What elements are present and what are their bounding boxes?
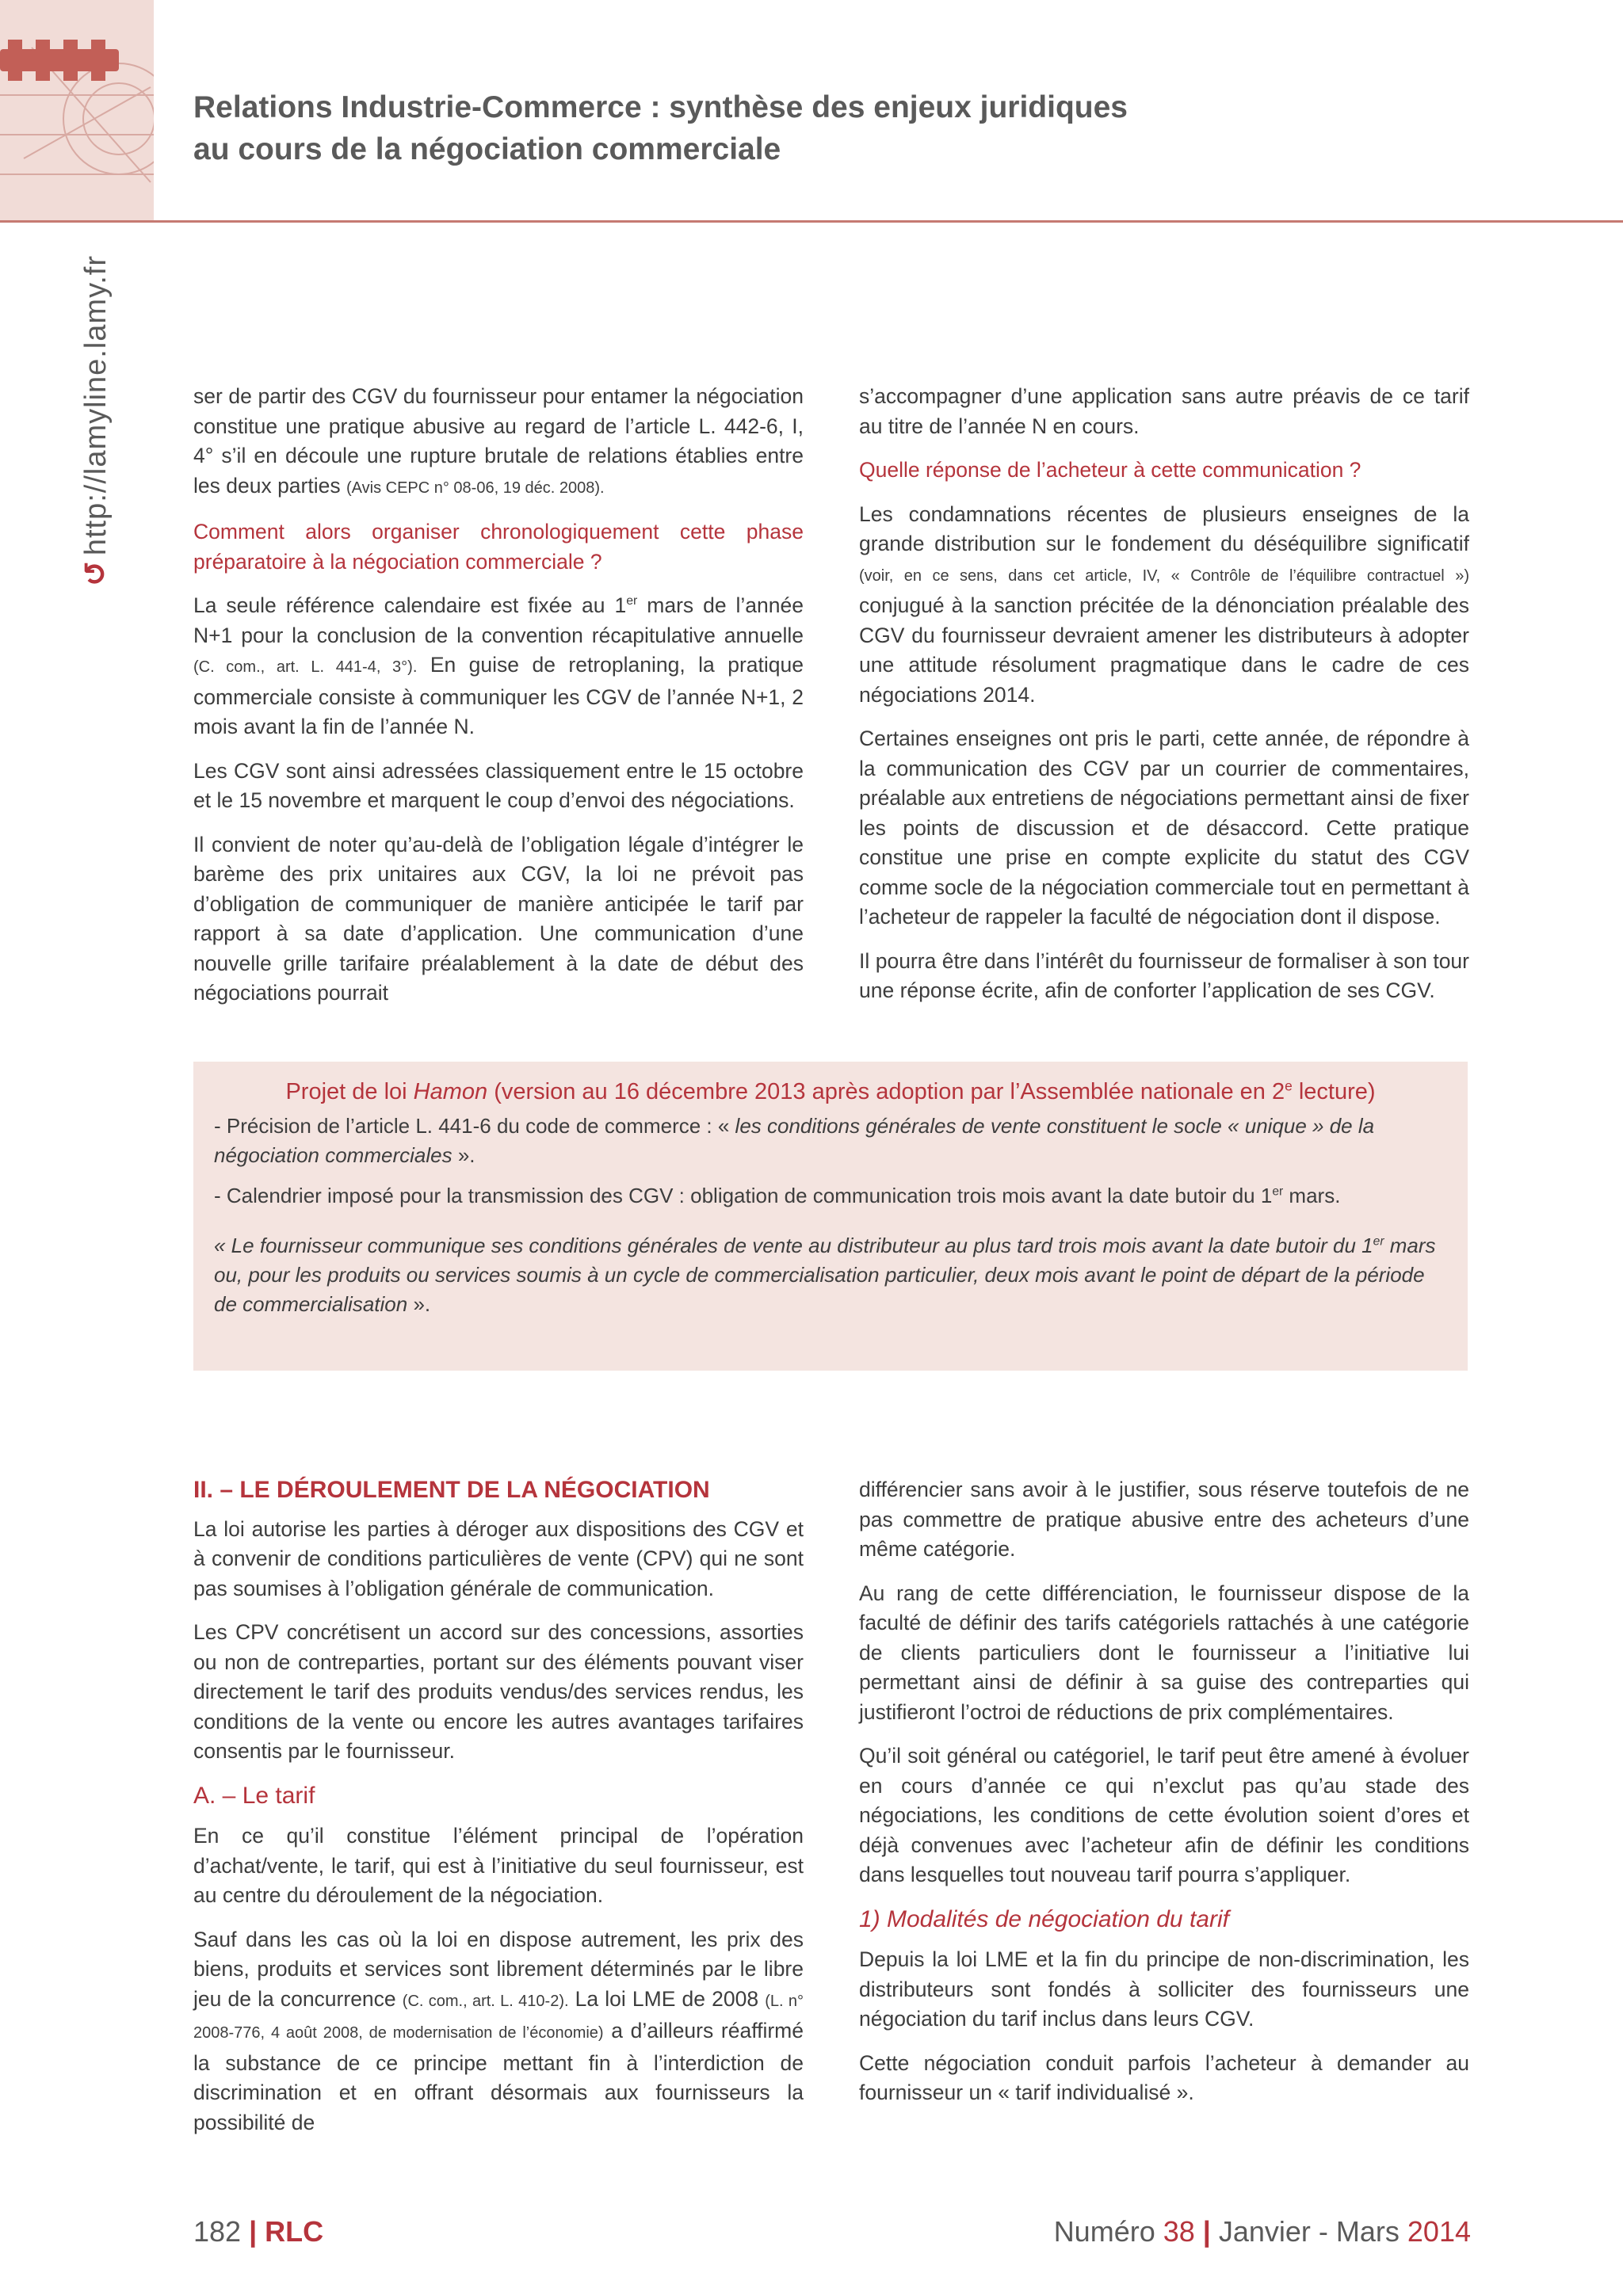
website-url: http://lamyline.lamy.fr xyxy=(79,254,113,556)
paragraph: Il convient de noter qu’au-delà de l’obligation légale d’intégrer le barème des prix unitaires aux CGV, la loi ne prévoit pas d’obligation de communiquer de manière anticipée le tarif par rapport à sa date d’application. Une communication d’une nouvelle grille tarifaire préalablement à la date de début des négociations pourrait xyxy=(193,832,804,1005)
question-heading: Quelle réponse de l’acheteur à cette communication ? xyxy=(859,458,1361,482)
paragraph: Qu’il soit général ou catégoriel, le tarif peut être amené à évoluer en cours d’année ce qui n’exclut pas qu’au stade des négociations, les conditions de cette évolution soient d’ores et déjà convenues avec l’acheteur afin de définir les conditions dans lesquelles tout nouveau tarif pourra s’appliquer. xyxy=(859,1744,1469,1886)
issue-number: 38 xyxy=(1163,2215,1195,2248)
header-illustration xyxy=(0,0,154,220)
bottom-left-column xyxy=(193,1475,804,2152)
paragraph: Les condamnations récentes de plusieurs enseignes de la grande distribution sur le fondement du déséquilibre significatif (voir, en ce sens, dans cet article, IV, « Contrôle de l’équilibre contractuel ») conjugué à la sanction précitée de la dénonciation préalable des CGV du fournisseur devraient amener les distributeurs à adopter une attitude résolument pragmatique dans le cadre de ces négociations 2014. xyxy=(859,502,1469,707)
return-arrow-icon: ↺ xyxy=(79,560,113,586)
paragraph: Sauf dans les cas où la loi en dispose autrement, les prix des biens, produits et services sont librement déterminés par le libre jeu de la concurrence (C. com., art. L. 410-2). La loi LME de 2008 (L. n° 2008-776, 4 août 2008, de modernisation de l’économie) a d’ailleurs réaffirmé la substance de ce principe mettant fin à l’interdiction de discrimination et en offrant désormais aux fournisseurs la possibilité de xyxy=(193,1927,804,2134)
paragraph: ser de partir des CGV du fournisseur pour entamer la négociation constitue une pratique abusive au regard de l’article L. 442-6, I, 4° s’il en découle une rupture brutale de relations établies entre les deux parties (Avis CEPC n° 08-06, 19 déc. 2008). xyxy=(193,384,804,498)
paragraph: Il pourra être dans l’intérêt du fournisseur de formaliser à son tour une réponse écrite, afin de conforter l’application de ses CGV. xyxy=(859,948,1469,1002)
paragraph: La seule référence calendaire est fixée au 1er mars de l’année N+1 pour la conclusion de la convention récapitulative annuelle (C. com., art. L. 441-4, 3°). En guise de retroplaning, la pratique commerciale consiste à communiquer les CGV de l’année N+1, 2 mois avant la fin de l’année N. xyxy=(193,593,804,738)
paragraph: Certaines enseignes ont pris le parti, cette année, de répondre à la communication des CGV par un courrier de commentaires, préalable aux entretiens de négociations permettant ainsi de fixer les points de discussion et de désaccord. Cette pratique constitue une prise en compte explicite du statut des CGV comme socle de la négociation commerciale tout en permettant à l’acheteur de rappeler la faculté de négociation dont il dispose. xyxy=(859,727,1469,929)
journal-name: RLC xyxy=(265,2215,324,2248)
paragraph: s’accompagner d’une application sans autre préavis de ce tarif au titre de l’année N en cours. xyxy=(859,384,1469,438)
website-link[interactable] xyxy=(78,255,113,586)
footer-left: 182 | RLC xyxy=(193,2215,324,2248)
subsection-heading: A. – Le tarif xyxy=(193,1782,315,1809)
paragraph: différencier sans avoir à le justifier, sous réserve toutefois de ne pas commettre de pratique abusive entre des acheteurs d’une même catégorie. xyxy=(859,1478,1469,1561)
top-left-column xyxy=(193,382,804,1023)
header-title-line1: Relations Industrie-Commerce : synthèse des enjeux juridiques xyxy=(193,90,1128,124)
question-heading: Comment alors organiser chronologiquement cette phase préparatoire à la négociation commerciale ? xyxy=(193,520,804,574)
top-right-column xyxy=(859,382,1469,1020)
paragraph: La loi autorise les parties à déroger aux dispositions des CGV et à convenir de conditions particulières de vente (CPV) qui ne sont pas soumises à l’obligation générale de communication. xyxy=(193,1516,804,1600)
box-item: - Précision de l’article L. 441-6 du code de commerce : « les conditions générales de vente constituent le socle « unique » de la négociation commerciales ». xyxy=(214,1114,1375,1167)
paragraph: En ce qu’il constitue l’élément principal de l’opération d’achat/vente, le tarif, qui est à l’initiative du seul fournisseur, est au centre du déroulement de la négociation. xyxy=(193,1824,804,1907)
subsection-heading: 1) Modalités de négociation du tarif xyxy=(859,1905,1229,1932)
box-quote: « Le fournisseur communique ses conditions générales de vente au distributeur au plus tard trois mois avant la date butoir du 1er mars ou, pour les produits ou services soumis à un cycle de commercialisation particulier, deux mois avant le point de départ de la période de commercialisation ». xyxy=(214,1234,1436,1316)
header-title-line2: au cours de la négociation commerciale xyxy=(193,132,781,166)
law-project-box xyxy=(193,1062,1468,1371)
page-number: 182 xyxy=(193,2215,242,2248)
paragraph: Les CPV concrétisent un accord sur des concessions, assorties ou non de contreparties, portant sur des éléments pouvant viser directement le tarif des produits vendus/des services rendus, les conditions de la vente ou encore les autres avantages tarifaires consentis par le fournisseur. xyxy=(193,1620,804,1763)
header-divider xyxy=(0,220,1623,223)
gear-compass-illustration xyxy=(0,0,154,220)
paragraph: Au rang de cette différenciation, le fournisseur dispose de la faculté de définir des tarifs catégoriels rattachés à une catégorie de clients particuliers dont le fournisseur a l’initiative lui permettant ainsi de définir à sa guise des contreparties qui justifieront l’octroi de réductions de prix complémentaires. xyxy=(859,1581,1469,1724)
footer-right: Numéro 38 | Janvier - Mars 2014 xyxy=(1053,2215,1471,2248)
paragraph: Cette négociation conduit parfois l’acheteur à demander au fournisseur un « tarif individualisé ». xyxy=(859,2050,1469,2104)
paragraph: Depuis la loi LME et la fin du principe de non-discrimination, les distributeurs sont fondés à solliciter des fournisseurs une négociation du tarif inclus dans leurs CGV. xyxy=(859,1947,1469,2031)
section-heading: II. – LE DÉROULEMENT DE LA NÉGOCIATION xyxy=(193,1477,710,1503)
bottom-right-column xyxy=(859,1475,1469,2122)
page-header-title xyxy=(193,87,1541,170)
issue-year: 2014 xyxy=(1407,2215,1471,2248)
box-item: - Calendrier imposé pour la transmission des CGV : obligation de communication trois mois avant la date butoir du 1er mars. xyxy=(214,1184,1341,1207)
paragraph: Les CGV sont ainsi adressées classiquement entre le 15 octobre et le 15 novembre et marquent le coup d’envoi des négociations. xyxy=(193,758,804,812)
box-title: Projet de loi Hamon (version au 16 décembre 2013 après adoption par l’Assemblée nationale en 2e lecture) xyxy=(285,1077,1376,1104)
